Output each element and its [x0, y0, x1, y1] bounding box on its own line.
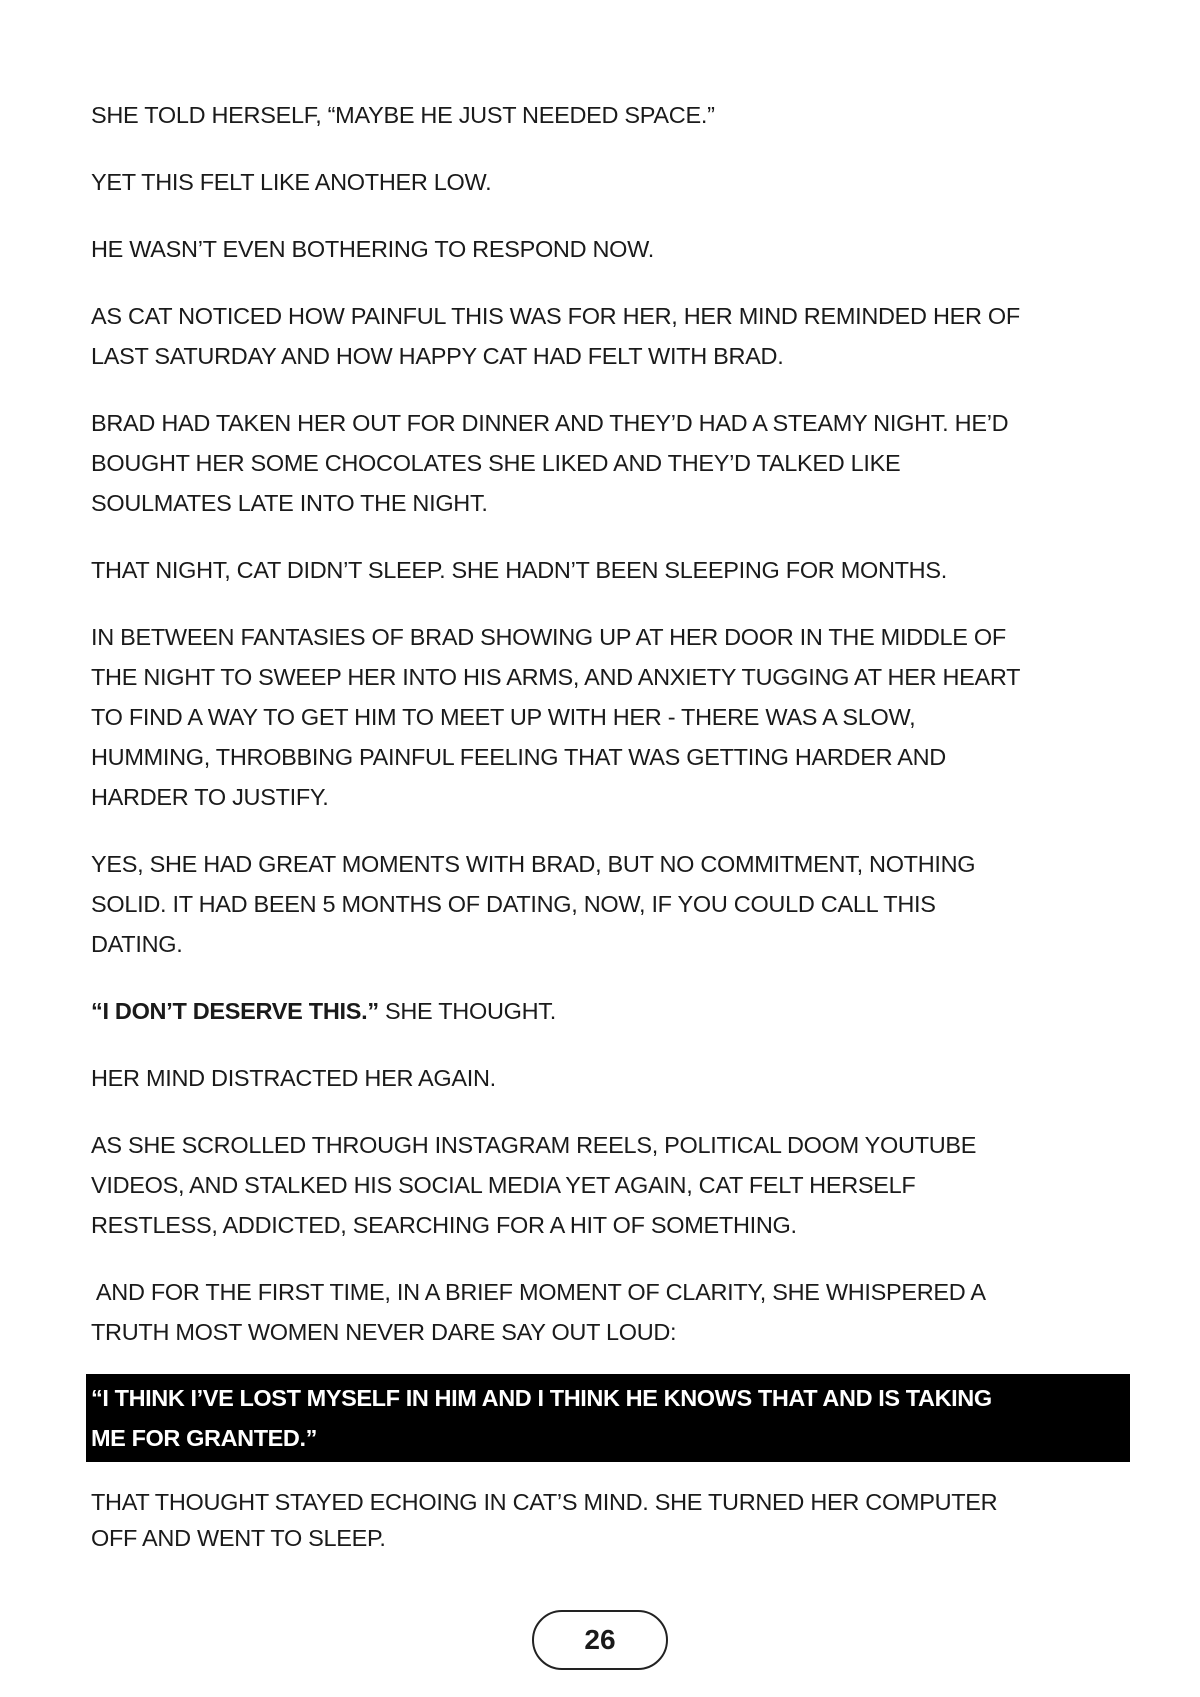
text-line: YES, SHE HAD GREAT MOMENTS WITH BRAD, BUT NO COMMITMENT, NOTHING — [91, 851, 976, 877]
highlighted-quote — [86, 1374, 1130, 1462]
bold-thought: “I DON’T DESERVE THIS.” — [91, 998, 379, 1024]
paragraph — [91, 403, 1131, 523]
text-line: AND FOR THE FIRST TIME, IN A BRIEF MOMENT OF CLARITY, SHE WHISPERED A — [91, 1279, 986, 1305]
text-line: AS SHE SCROLLED THROUGH INSTAGRAM REELS, POLITICAL DOOM YOUTUBE — [91, 1132, 977, 1158]
paragraph — [91, 162, 1131, 202]
paragraph — [91, 296, 1131, 376]
text-line: SHE TOLD HERSELF, “MAYBE HE JUST NEEDED SPACE.” — [91, 102, 715, 128]
thought-paragraph — [91, 991, 1131, 1031]
text-line: SOULMATES LATE INTO THE NIGHT. — [91, 490, 488, 516]
paragraph — [91, 229, 1131, 269]
text-line: TO FIND A WAY TO GET HIM TO MEET UP WITH HER - THERE WAS A SLOW, — [91, 704, 916, 730]
paragraph — [91, 844, 1131, 964]
text-line: DATING. — [91, 931, 183, 957]
paragraph — [91, 1058, 1131, 1098]
text-line: BRAD HAD TAKEN HER OUT FOR DINNER AND THEY’D HAD A STEAMY NIGHT. HE’D — [91, 410, 1009, 436]
closing-paragraph — [91, 1484, 1131, 1556]
text-line: THAT NIGHT, CAT DIDN’T SLEEP. SHE HADN’T BEEN SLEEPING FOR MONTHS. — [91, 557, 947, 583]
page-body — [91, 95, 1131, 1583]
text-line: HUMMING, THROBBING PAINFUL FEELING THAT WAS GETTING HARDER AND — [91, 744, 946, 770]
text-line: THE NIGHT TO SWEEP HER INTO HIS ARMS, AND ANXIETY TUGGING AT HER HEART — [91, 664, 1021, 690]
text-line: SOLID. IT HAD BEEN 5 MONTHS OF DATING, NOW, IF YOU COULD CALL THIS — [91, 891, 936, 917]
text-line: YET THIS FELT LIKE ANOTHER LOW. — [91, 169, 492, 195]
page-number-badge — [532, 1610, 668, 1670]
text-line: TRUTH MOST WOMEN NEVER DARE SAY OUT LOUD: — [91, 1319, 677, 1345]
thought-tail: SHE THOUGHT. — [378, 998, 556, 1024]
quote-line: ME FOR GRANTED.” — [91, 1425, 317, 1451]
text-line: THAT THOUGHT STAYED ECHOING IN CAT’S MIND. SHE TURNED HER COMPUTER — [91, 1489, 998, 1515]
paragraph — [91, 550, 1131, 590]
text-line: HER MIND DISTRACTED HER AGAIN. — [91, 1065, 496, 1091]
paragraph — [91, 1272, 1131, 1352]
text-line: HARDER TO JUSTIFY. — [91, 784, 329, 810]
text-line: HE WASN’T EVEN BOTHERING TO RESPOND NOW. — [91, 236, 654, 262]
page-number: 26 — [584, 1624, 616, 1655]
quote-line: “I THINK I’VE LOST MYSELF IN HIM AND I THINK HE KNOWS THAT AND IS TAKING — [91, 1385, 992, 1411]
text-line: LAST SATURDAY AND HOW HAPPY CAT HAD FELT WITH BRAD. — [91, 343, 784, 369]
paragraph — [91, 1125, 1131, 1245]
text-line: IN BETWEEN FANTASIES OF BRAD SHOWING UP AT HER DOOR IN THE MIDDLE OF — [91, 624, 1006, 650]
paragraph — [91, 95, 1131, 135]
text-line: VIDEOS, AND STALKED HIS SOCIAL MEDIA YET AGAIN, CAT FELT HERSELF — [91, 1172, 916, 1198]
text-line: BOUGHT HER SOME CHOCOLATES SHE LIKED AND THEY’D TALKED LIKE — [91, 450, 901, 476]
text-line: RESTLESS, ADDICTED, SEARCHING FOR A HIT OF SOMETHING. — [91, 1212, 797, 1238]
paragraph — [91, 617, 1131, 817]
text-line: AS CAT NOTICED HOW PAINFUL THIS WAS FOR HER, HER MIND REMINDED HER OF — [91, 303, 1020, 329]
text-line: OFF AND WENT TO SLEEP. — [91, 1525, 386, 1551]
